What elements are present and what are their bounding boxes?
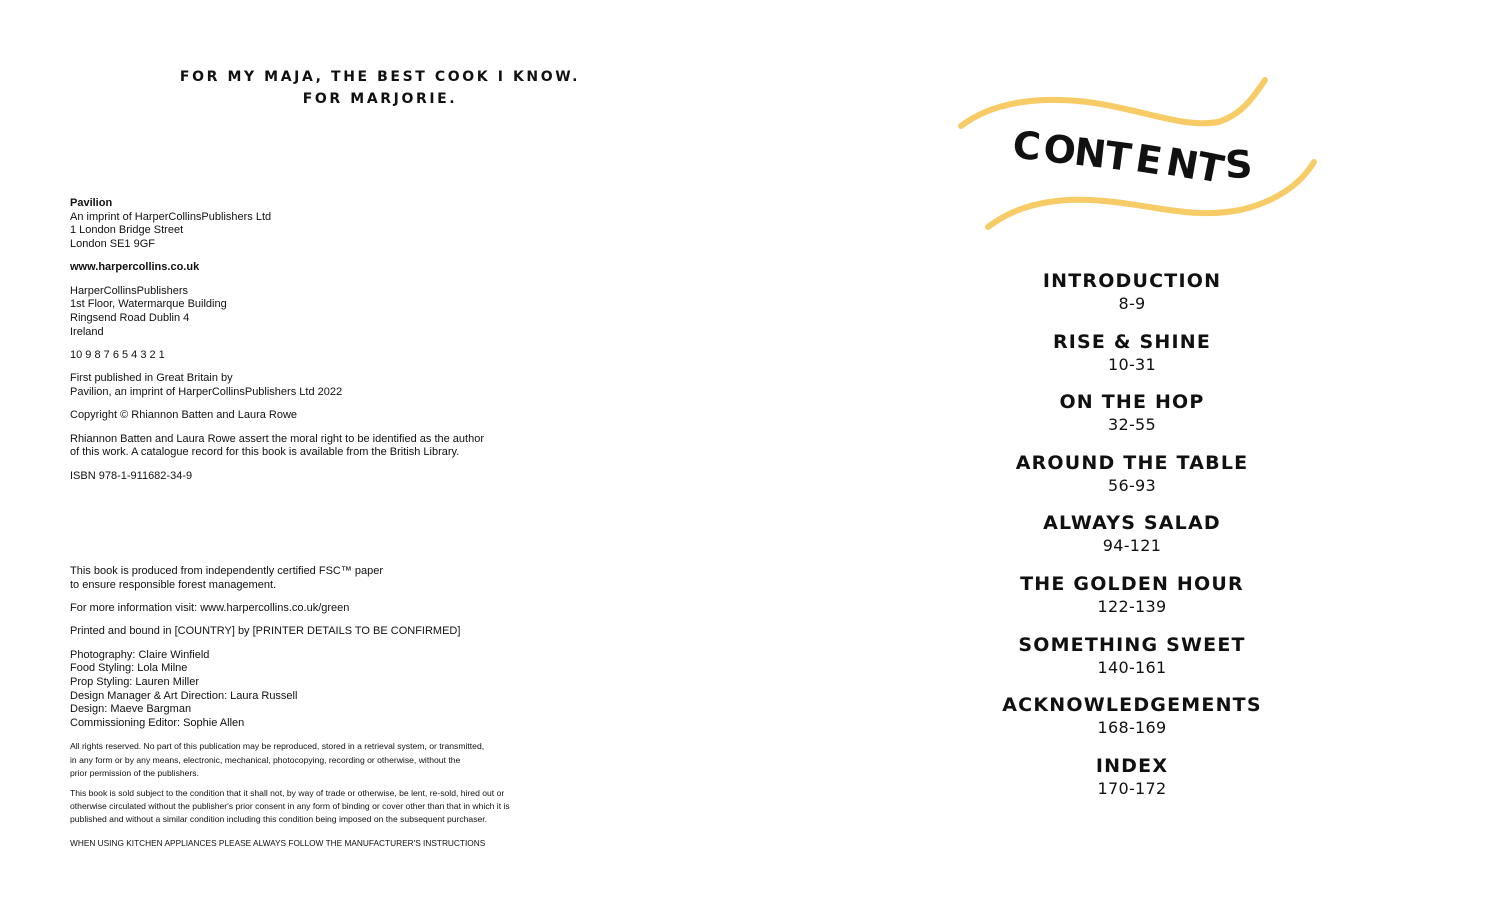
toc-entry[interactable] bbox=[982, 633, 1282, 694]
contents-heading-letter: T bbox=[1102, 132, 1134, 180]
print-line-block bbox=[70, 349, 630, 363]
toc-entry[interactable] bbox=[982, 511, 1282, 572]
toc-pages: 8-9 bbox=[1118, 294, 1146, 313]
rights-line: All rights reserved. No part of this publication may be reproduced, stored in a retrieval system, or transmitted, bbox=[70, 741, 485, 752]
credit-line: Food Styling: Lola Milne bbox=[70, 662, 188, 675]
publisher-line: 1 London Bridge Street bbox=[70, 224, 184, 237]
fsc-note bbox=[70, 565, 630, 592]
publisher-line: An imprint of HarperCollinsPublishers Ltd bbox=[70, 210, 272, 223]
top-wave bbox=[961, 80, 1265, 126]
contents-heading-letter: N bbox=[1071, 129, 1109, 177]
contents-list bbox=[982, 269, 1282, 814]
ireland-address bbox=[70, 285, 630, 340]
first-published-line: Pavilion, an imprint of HarperCollinsPublishers Ltd 2022 bbox=[70, 386, 343, 399]
copyright-block bbox=[70, 409, 630, 423]
printed-block bbox=[70, 625, 630, 639]
publisher-line: London SE1 9GF bbox=[70, 238, 156, 251]
dedication-line-1: FOR MY MAJA, THE BEST COOK I KNOW. bbox=[179, 69, 581, 85]
contents-heading-letter: O bbox=[1041, 126, 1078, 174]
print-line: 10 9 8 7 6 5 4 3 2 1 bbox=[70, 349, 165, 362]
ireland-line: HarperCollinsPublishers bbox=[70, 284, 188, 297]
toc-title: AROUND THE TABLE bbox=[1015, 451, 1249, 474]
credit-line: Commissioning Editor: Sophie Allen bbox=[70, 717, 245, 730]
moral-right-line: Rhiannon Batten and Laura Rowe assert the moral right to be identified as the author bbox=[70, 432, 484, 445]
credits-block bbox=[70, 565, 630, 859]
toc-title: SOMETHING SWEET bbox=[1018, 633, 1246, 656]
credit-line: Design Manager & Art Direction: Laura Russell bbox=[70, 689, 298, 702]
website-block bbox=[70, 261, 630, 275]
credit-line: Photography: Claire Winfield bbox=[70, 648, 210, 661]
ireland-line: Ireland bbox=[70, 325, 104, 338]
contents-heading-letter: T bbox=[1193, 143, 1228, 192]
contents-heading-art bbox=[950, 70, 1330, 240]
toc-pages: 168-169 bbox=[1097, 718, 1167, 738]
toc-entry[interactable] bbox=[982, 269, 1282, 330]
more-info-block bbox=[70, 602, 630, 616]
toc-title: INTRODUCTION bbox=[1042, 270, 1222, 292]
imprint-block bbox=[70, 197, 630, 493]
copyright: Copyright © Rhiannon Batten and Laura Rowe bbox=[70, 409, 298, 422]
toc-pages: 10-31 bbox=[1108, 354, 1156, 374]
appliance-warning: WHEN USING KITCHEN APPLIANCES PLEASE ALWAYS FOLLOW THE MANUFACTURER'S INSTRUCTIONS bbox=[70, 837, 486, 848]
toc-title: ACKNOWLEDGEMENTS bbox=[1002, 694, 1262, 717]
toc-pages: 32-55 bbox=[1108, 415, 1156, 435]
dedication-line-2: FOR MARJORIE. bbox=[302, 91, 458, 107]
rights-notice bbox=[70, 740, 630, 780]
toc-title: ALWAYS SALAD bbox=[1043, 512, 1221, 535]
toc-pages: 170-172 bbox=[1097, 778, 1167, 798]
toc-title: ON THE HOP bbox=[1059, 391, 1205, 414]
publisher-name: Pavilion bbox=[70, 197, 113, 209]
toc-entry[interactable] bbox=[982, 572, 1282, 633]
dedication bbox=[100, 66, 660, 110]
rights-line: in any form or by any means, electronic, mechanical, photocopying, recording or otherwise, without the bbox=[70, 754, 461, 765]
toc-entry[interactable] bbox=[982, 754, 1282, 815]
moral-right bbox=[70, 433, 630, 460]
isbn: ISBN 978-1-911682-34-9 bbox=[70, 469, 193, 482]
sold-line: published and without a similar condition including this condition being imposed on the subsequent purchaser. bbox=[70, 814, 488, 825]
first-published bbox=[70, 372, 630, 399]
toc-pages: 122-139 bbox=[1097, 596, 1167, 616]
toc-pages: 56-93 bbox=[1108, 475, 1156, 495]
toc-pages: 94-121 bbox=[1102, 536, 1162, 556]
sold-condition bbox=[70, 787, 630, 827]
ireland-line: Ringsend Road Dublin 4 bbox=[70, 312, 190, 325]
contents-heading-letter: C bbox=[1011, 123, 1043, 169]
toc-title: RISE & SHINE bbox=[1052, 330, 1212, 353]
toc-pages: 140-161 bbox=[1097, 657, 1167, 677]
toc-entry[interactable] bbox=[982, 451, 1282, 512]
publisher-website: www.harpercollins.co.uk bbox=[70, 261, 200, 274]
first-published-line: First published in Great Britain by bbox=[70, 372, 233, 385]
toc-title: INDEX bbox=[1095, 754, 1169, 777]
sold-line: This book is sold subject to the condition that it shall not, by way of trade or otherwise, be lent, re-sold, hired out or bbox=[70, 788, 505, 799]
warning-block bbox=[70, 837, 630, 850]
contents-heading-letter: N bbox=[1162, 139, 1202, 189]
ireland-line: 1st Floor, Watermarque Building bbox=[70, 298, 227, 311]
contents-heading-letter: E bbox=[1132, 136, 1166, 184]
fsc-line: to ensure responsible forest management. bbox=[70, 578, 277, 591]
toc-title: THE GOLDEN HOUR bbox=[1020, 572, 1244, 595]
publisher-address bbox=[70, 197, 630, 252]
isbn-block bbox=[70, 470, 630, 484]
contents-heading-letter: S bbox=[1224, 142, 1254, 187]
more-info: For more information visit: www.harpercollins.co.uk/green bbox=[70, 602, 350, 614]
toc-entry[interactable] bbox=[982, 693, 1282, 754]
credit-line: Design: Maeve Bargman bbox=[70, 703, 192, 716]
toc-entry[interactable] bbox=[982, 390, 1282, 451]
credit-line: Prop Styling: Lauren Miller bbox=[70, 676, 200, 688]
printed-note: Printed and bound in [COUNTRY] by [PRINTER DETAILS TO BE CONFIRMED] bbox=[70, 625, 461, 638]
fsc-line: This book is produced from independently certified FSC™ paper bbox=[70, 565, 384, 577]
moral-right-line: of this work. A catalogue record for this book is available from the British Library. bbox=[70, 446, 460, 459]
sold-line: otherwise circulated without the publisher's prior consent in any form of binding or cover other than that in which it is bbox=[70, 801, 510, 812]
toc-entry[interactable] bbox=[982, 330, 1282, 391]
rights-line: prior permission of the publishers. bbox=[70, 767, 199, 778]
people-credits bbox=[70, 649, 630, 731]
